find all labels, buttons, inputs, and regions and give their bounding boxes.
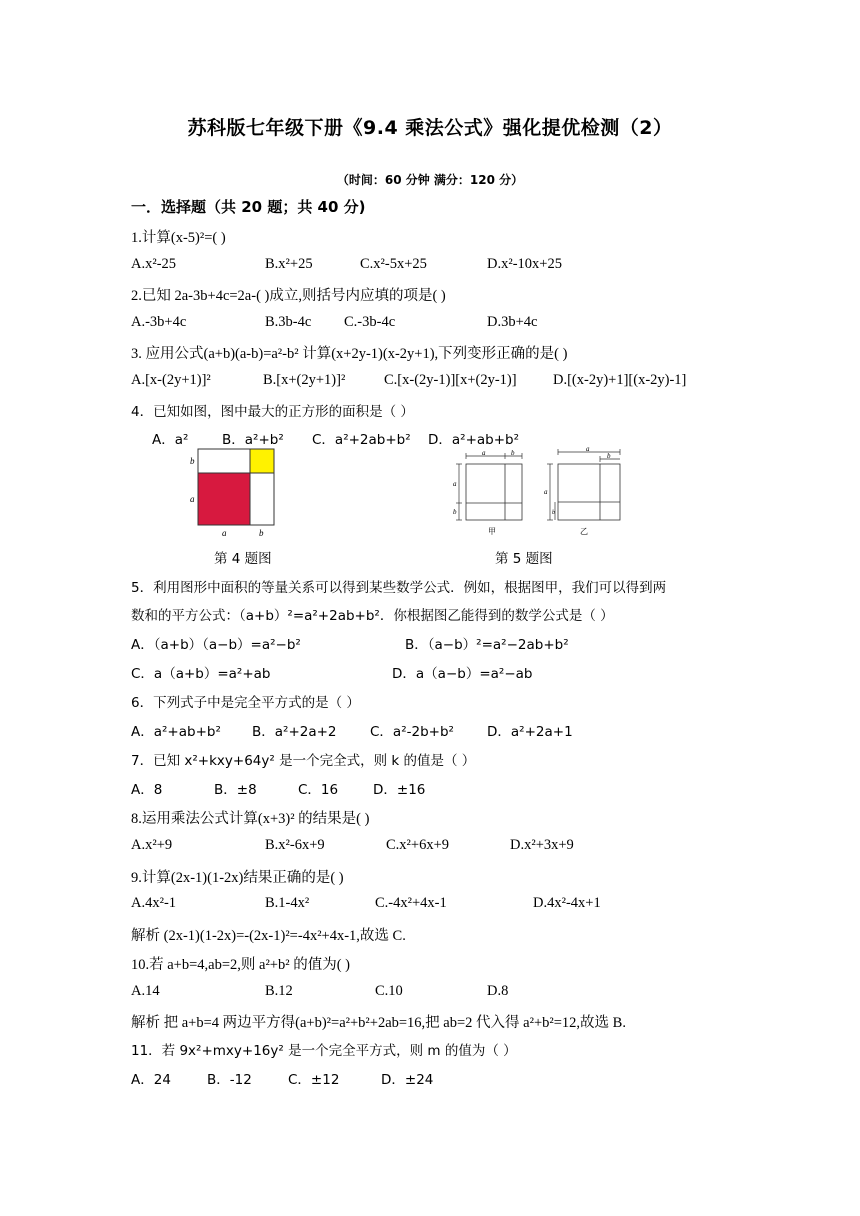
question-4-option-c: C．a²+2ab+b²: [312, 432, 411, 448]
figure-label-jia: 甲: [488, 527, 496, 536]
question-5-option-b: B．（a−b）²=a²−2ab+b²: [405, 637, 569, 653]
question-1-option-c: C.x²-5x+25: [360, 256, 427, 272]
label-b-left: b: [190, 456, 195, 466]
question-3-option-d: D.[(x-2y)+1][(x-2y)-1]: [553, 372, 687, 388]
question-5-option-c: C．a（a+b）=a²+ab: [131, 666, 271, 682]
question-6-stem: 6．下列式子中是完全平方式的是（ ）: [131, 695, 360, 711]
yi-label-a-side: a: [544, 488, 548, 496]
question-10-option-b: B.12: [265, 983, 293, 999]
question-2-stem: 2.已知 2a-3b+4c=2a-( )成立,则括号内应填的项是( ): [131, 288, 446, 304]
question-9-option-a: A.4x²-1: [131, 895, 177, 911]
question-11-option-a: A．24: [131, 1072, 171, 1088]
question-1-option-d: D.x²-10x+25: [487, 256, 562, 272]
section-heading: 一．选择题（共 20 题；共 40 分): [131, 198, 366, 216]
question-11-option-d: D．±24: [381, 1072, 434, 1088]
square-b: [250, 449, 274, 473]
question-6-option-d: D．a²+2a+1: [487, 724, 573, 740]
question-2-option-b: B.3b-4c: [265, 314, 312, 330]
question-3-stem: 3. 应用公式(a+b)(a-b)=a²-b² 计算(x+2y-1)(x-2y+1),下列变形正确的是( ): [131, 346, 568, 362]
label-b-bottom: b: [259, 528, 264, 538]
question-4-option-d: D．a²+ab+b²: [428, 432, 520, 448]
question-4-option-a: A．a²: [152, 432, 189, 448]
question-7-stem: 7．已知 x²+kxy+64y² 是一个完全式，则 k 的值是（ ）: [131, 753, 476, 769]
question-5-option-d: D．a（a−b）=a²−ab: [392, 666, 533, 682]
question-11-option-c: C．±12: [288, 1072, 340, 1088]
question-9-option-c: C.-4x²+4x-1: [375, 895, 447, 911]
question-3-option-a: A.[x-(2y+1)]²: [131, 372, 211, 388]
question-9-analysis: 解析 (2x-1)(1-2x)=-(2x-1)²=-4x²+4x-1,故选 C.: [131, 928, 406, 944]
square-a: [198, 473, 250, 525]
question-8-option-d: D.x²+3x+9: [510, 837, 574, 853]
question-1-option-b: B.x²+25: [265, 256, 313, 272]
question-11-stem: 11．若 9x²+mxy+16y² 是一个完全平方式，则 m 的值为（ ）: [131, 1043, 517, 1059]
question-7-option-a: A．8: [131, 782, 163, 798]
figure-label-yi: 乙: [580, 527, 588, 536]
question-8-option-a: A.x²+9: [131, 837, 173, 853]
question-10-analysis: 解析 把 a+b=4 两边平方得(a+b)²=a²+b²+2ab=16,把 ab=2 代入得 a²+b²=12,故选 B.: [131, 1015, 626, 1031]
question-3-option-b: B.[x+(2y+1)]²: [263, 372, 346, 388]
question-9-option-d: D.4x²-4x+1: [533, 895, 601, 911]
question-10-option-a: A.14: [131, 983, 160, 999]
question-5-figure-yi: [540, 444, 624, 540]
jia-label-b-top: b: [511, 450, 515, 457]
question-7-option-d: D．±16: [373, 782, 426, 798]
exam-info: （时间：60 分钟 满分：120 分）: [336, 173, 524, 187]
jia-label-a-top: a: [482, 450, 486, 457]
question-1-stem: 1.计算(x-5)²=( ): [131, 230, 226, 246]
question-6-option-b: B．a²+2a+2: [252, 724, 337, 740]
question-9-stem: 9.计算(2x-1)(1-2x)结果正确的是( ): [131, 870, 344, 886]
question-4-option-b: B．a²+b²: [222, 432, 284, 448]
jia-label-b-side: b: [453, 508, 457, 516]
question-5-stem-line-1: 5．利用图形中面积的等量关系可以得到某些数学公式．例如，根据图甲，我们可以得到两: [131, 580, 667, 596]
caption-figure-5: 第 5 题图: [495, 551, 553, 567]
question-11-option-b: B．-12: [207, 1072, 252, 1088]
question-9-option-b: B.1-4x²: [265, 895, 310, 911]
question-8-stem: 8.运用乘法公式计算(x+3)² 的结果是( ): [131, 811, 370, 827]
question-10-option-d: D.8: [487, 983, 509, 999]
label-a-bottom: a: [222, 528, 227, 538]
question-2-option-c: C.-3b-4c: [344, 314, 396, 330]
jia-label-a-side: a: [453, 480, 457, 488]
yi-label-b-top: b: [607, 452, 611, 460]
question-4-stem: 4．已知如图，图中最大的正方形的面积是（ ）: [131, 404, 414, 420]
question-5-stem-line-2: 数和的平方公式：（a+b）²=a²+2ab+b²．你根据图乙能得到的数学公式是（ ）: [131, 608, 614, 624]
question-2-option-a: A.-3b+4c: [131, 314, 187, 330]
question-6-option-a: A．a²+ab+b²: [131, 724, 221, 740]
question-8-option-b: B.x²-6x+9: [265, 837, 325, 853]
question-6-option-c: C．a²-2b+b²: [370, 724, 454, 740]
question-5-option-a: A．（a+b）（a−b）=a²−b²: [131, 637, 301, 653]
question-4-figure: [186, 446, 286, 540]
question-8-option-c: C.x²+6x+9: [386, 837, 449, 853]
yi-label-a-top: a: [586, 445, 590, 453]
question-10-stem: 10.若 a+b=4,ab=2,则 a²+b² 的值为( ): [131, 957, 350, 973]
caption-figure-4: 第 4 题图: [214, 551, 272, 567]
question-7-option-c: C．16: [298, 782, 339, 798]
question-5-figure-jia: [448, 450, 528, 540]
question-7-option-b: B．±8: [214, 782, 257, 798]
yi-label-b-side: b: [552, 510, 555, 516]
page-title: 苏科版七年级下册《9.4 乘法公式》强化提优检测（2）: [187, 117, 673, 139]
question-1-option-a: A.x²-25: [131, 256, 177, 272]
label-a-left: a: [190, 494, 195, 504]
question-10-option-c: C.10: [375, 983, 403, 999]
question-2-option-d: D.3b+4c: [487, 314, 538, 330]
question-3-option-c: C.[x-(2y-1)][x+(2y-1)]: [384, 372, 517, 388]
